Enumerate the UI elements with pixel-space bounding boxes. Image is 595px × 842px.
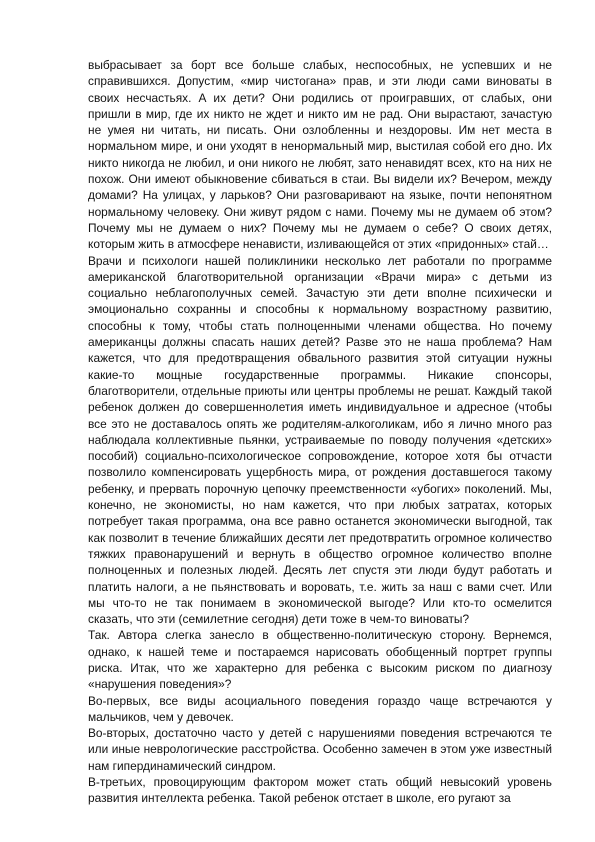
paragraph-2: Врачи и психологи нашей поликлиники несколько лет работали по программе американской благотворительной организации «Врачи мира» с детьми из социально неблагополучных семей. Зачастую эти дети вполне психически и эмоционально сохранны и способны к нормальному возрастному развитию, способны к тому, чтобы стать полноценными членами общества. Но почему американцы должны спасать наших детей? Разве это не наша проблема? Нам кажется, что для предотвращения обвального развития этой ситуации нужны какие-то мощные государственные программы. Никакие спонсоры, благотворители, отдельные приюты или центры проблемы не решат. Каждый такой ребенок должен до совершеннолетия иметь индивидуальное и адресное (чтобы все это не доставалось опять же родителям-алкоголикам, ибо я лично много раз наблюдала коллективные пьянки, устраиваемые по поводу получения «детских» пособий) социально-психологическое сопровождение, которое хотя бы отчасти позволило компенсировать ущербность мира, от рождения доставшегося такому ребенку, и прервать порочную цепочку преемственности «убогих» поколений. Мы, конечно, не экономисты, но нам кажется, что при любых затратах, которых потребует такая программа, она все равно останется экономически выгодной, так как позволит в течение ближайших десяти лет предотвратить огромное количество тяжких правонарушений и вернуть в общество огромное количество вполне полноценных и полезных людей. Десять лет спустя эти люди будут работать и платить налоги, а не пьянствовать и воровать, т.е. жить за наш с вами счет. Или мы что-то не так понимаем в экономической выгоде? Или кто-то осмелится сказать, что эти (семилетние сегодня) дети тоже в чем-то виноваты? (88, 253, 552, 627)
paragraph-3: Так. Автора слегка занесло в общественно-политическую сторону. Вернемся, однако, к нашей теме и постараемся нарисовать обобщенный портрет группы риска. Итак, что же характерно для ребенка с высоким риском по диагнозу «нарушения поведения»? (88, 628, 552, 692)
paragraph-6: В-третьих, провоцирующим фактором может стать общий невысокий уровень развития интеллекта ребенка. Такой ребенок отстает в школе, его ругают за (88, 775, 552, 806)
body-text (88, 57, 552, 807)
paragraph-1: выбрасывает за борт все больше слабых, неспособных, не успевших и не справившихся. Допустим, «мир чистогана» прав, и эти люди сами виноваты в своих несчастьях. А их дети? Они родились от проигравших, от слабых, они пришли в мир, где их никто не ждет и никто им не рад. Они вырастают, зачастую не умея ни читать, ни писать. Они озлобленны и нездоровы. Им нет места в нормальном мире, и они уходят в ненормальный мир, выстилая собой его дно. Их никто никогда не любил, и они никого не любят, зато ненавидят всех, кто на них не похож. Они имеют обыкновение сбиваться в стаи. Вы видели их? Вечером, между домами? На улицах, у ларьков? Они разговаривают на языке, почти непонятном нормальному человеку. Они живут рядом с нами. Почему мы не думаем об этом? Почему мы не думаем о них? Почему мы не думаем о себе? О своих детях, которым жить в атмосфере ненависти, изливающейся от этих «придонных» стай… (88, 58, 552, 252)
paragraph-4: Во-первых, все виды асоциального поведения гораздо чаще встречаются у мальчиков, чем у девочек. (88, 693, 552, 724)
paragraph-5: Во-вторых, достаточно часто у детей с нарушениями поведения встречаются те или иные неврологические расстройства. Особенно замечен в этом уже известный нам гипердинамический синдром. (88, 726, 552, 773)
